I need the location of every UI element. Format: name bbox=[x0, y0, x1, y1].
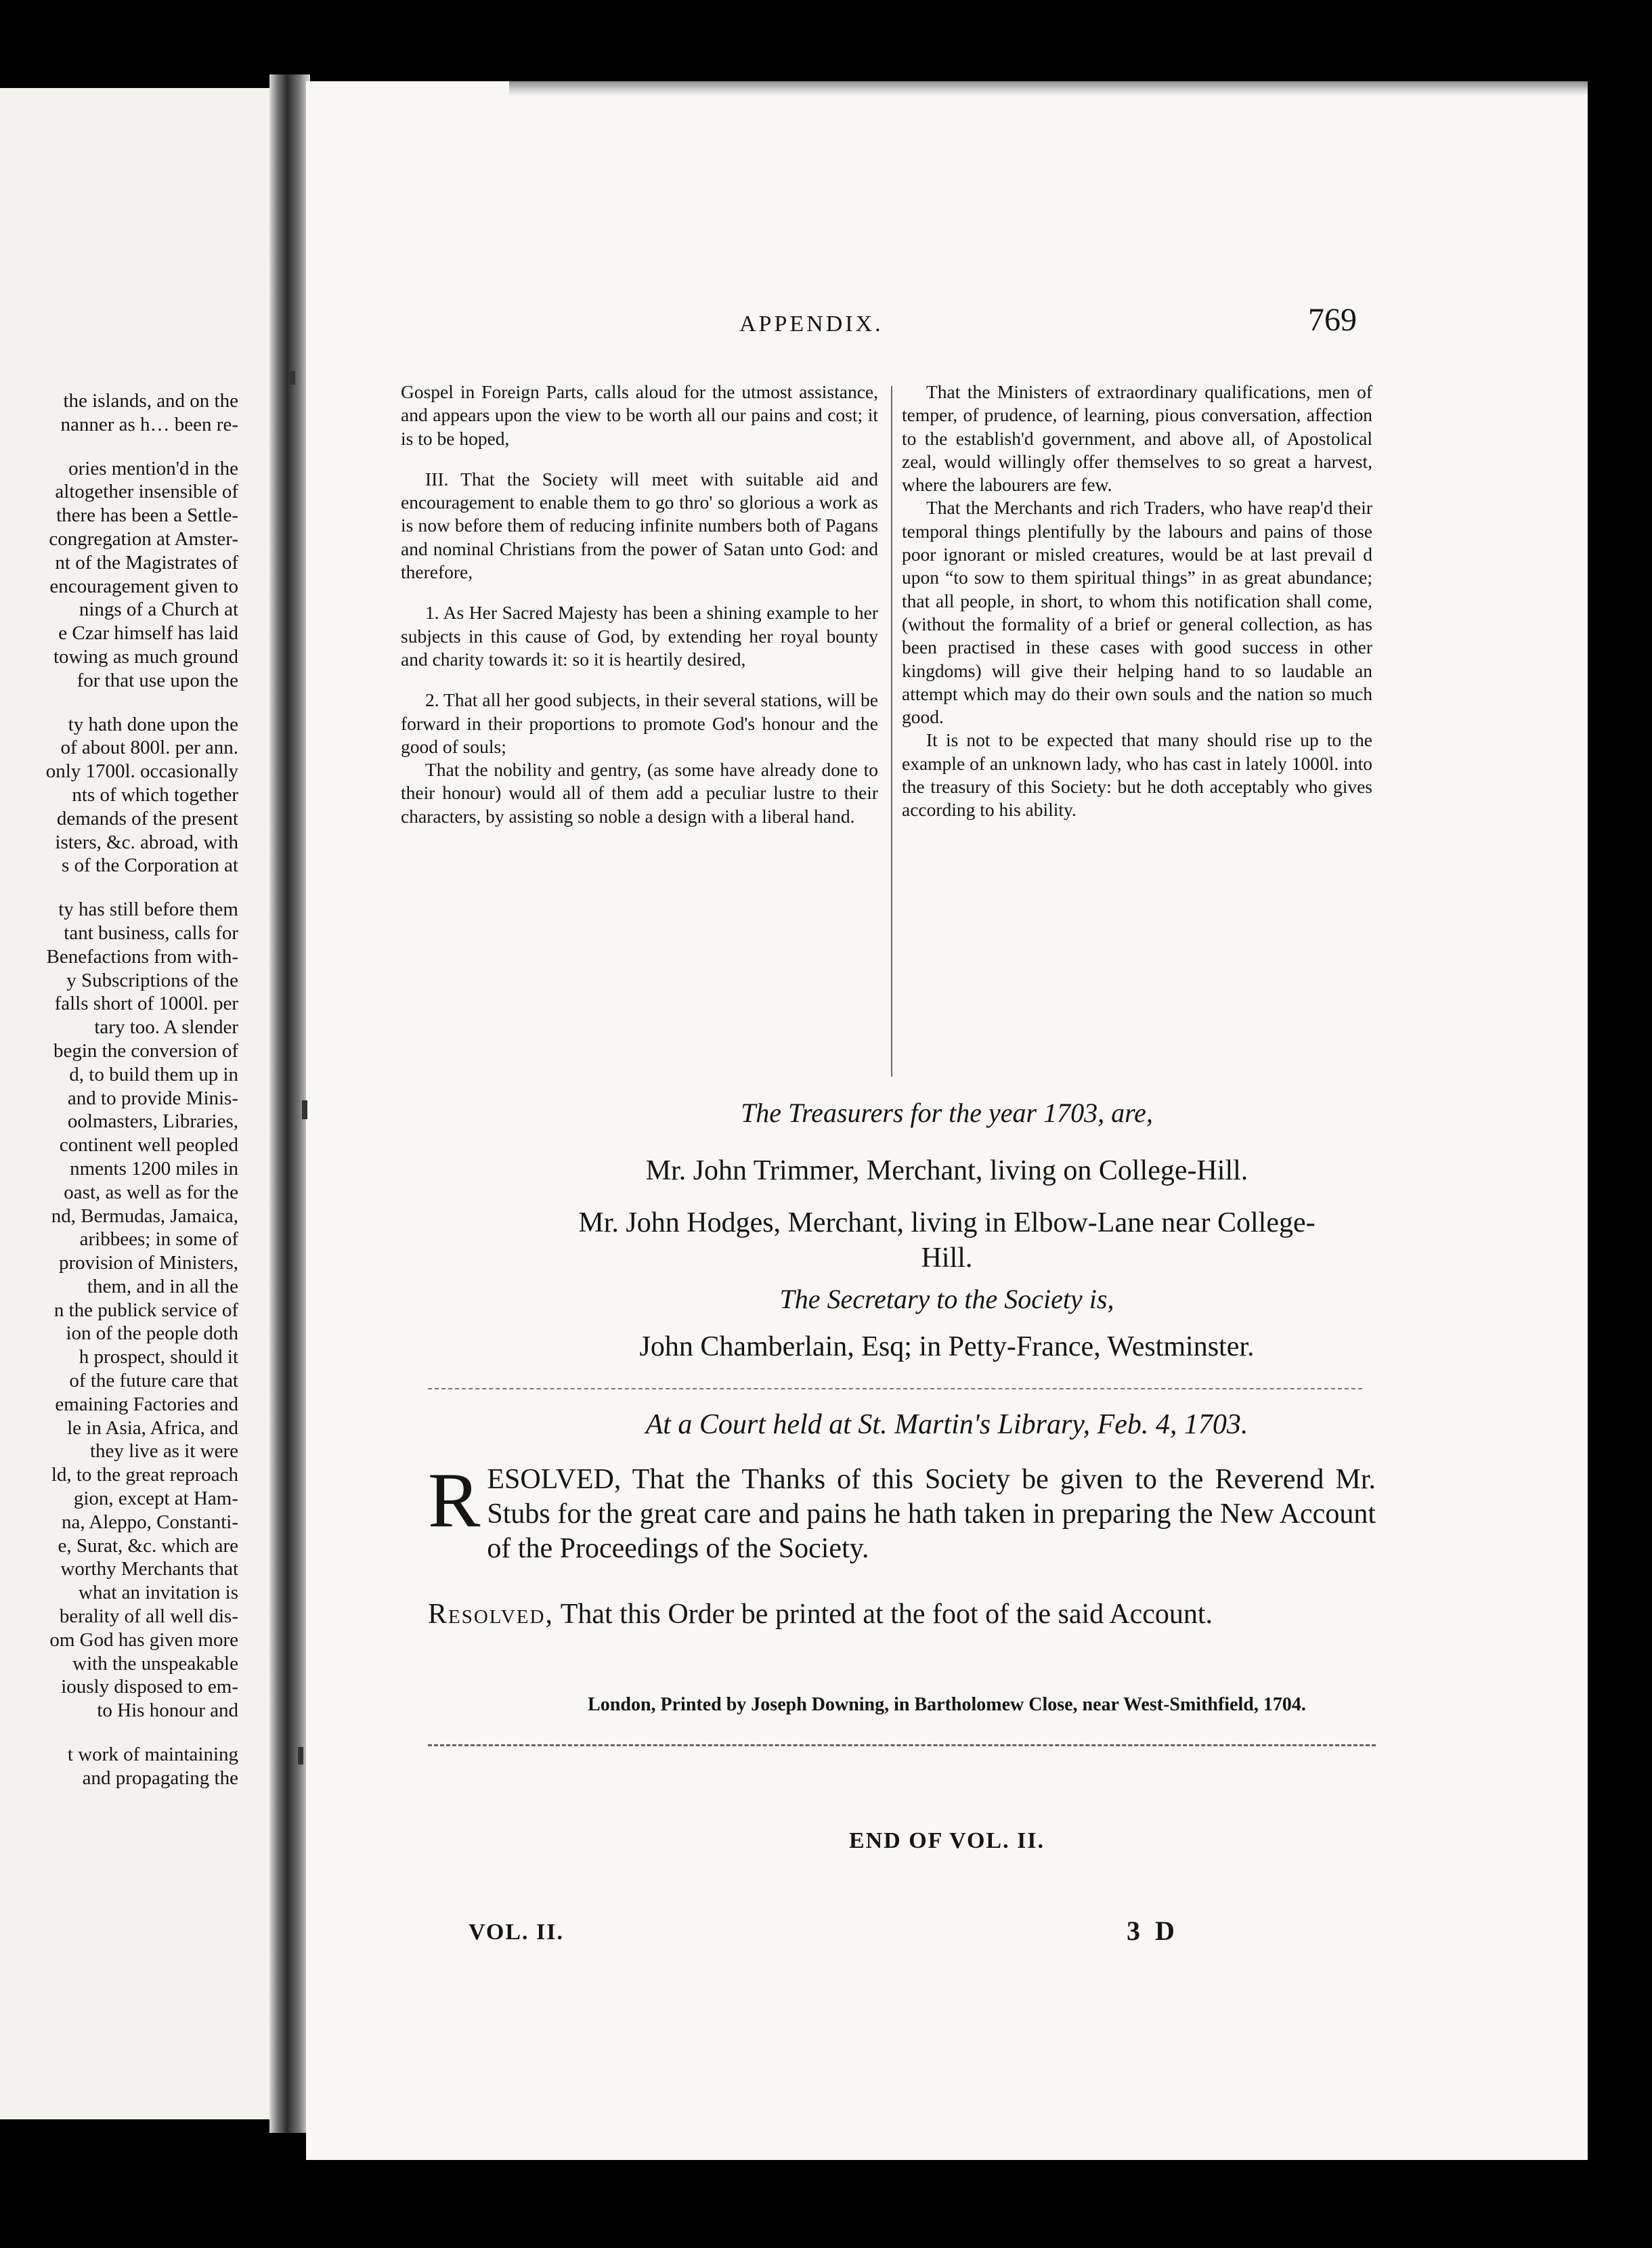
resolution-word: Resolved, bbox=[428, 1599, 554, 1630]
text-line: d, to build them up in bbox=[69, 1063, 238, 1085]
text-line bbox=[0, 437, 238, 457]
facing-page bbox=[0, 88, 269, 2119]
text-line: s of the Corporation at bbox=[62, 855, 238, 877]
paragraph: 1. As Her Sacred Majesty has been a shining example to her subjects in this cause of God, by extending her royal bounty and charity towards it: so it is heartily desired, bbox=[401, 602, 878, 670]
text-line: encouragement given to bbox=[49, 575, 238, 597]
left-column bbox=[401, 381, 878, 828]
text-line: y Subscriptions of the bbox=[66, 969, 238, 991]
text-line: tary too. A slender bbox=[94, 1016, 238, 1039]
text-line: h prospect, should it bbox=[79, 1346, 238, 1368]
text-line: for that use upon the bbox=[77, 669, 238, 691]
imprint: London, Printed by Joseph Downing, in Bartholomew Close, near West-Smithfield, 1704. bbox=[588, 1694, 1306, 1715]
facing-page-text bbox=[0, 389, 238, 1790]
treasurers-heading: The Treasurers for the year 1703, are, bbox=[741, 1098, 1153, 1128]
treasurer-entry: Mr. John Trimmer, Merchant, living on College-Hill. bbox=[645, 1155, 1248, 1186]
end-of-volume: END OF VOL. II. bbox=[848, 1828, 1045, 1853]
text-line: e Czar himself has laid bbox=[58, 622, 238, 645]
text-line: begin the conversion of bbox=[53, 1039, 238, 1062]
text-line: the islands, and on the bbox=[63, 390, 238, 412]
text-line: congregation at Amster- bbox=[49, 527, 238, 550]
text-line bbox=[0, 878, 238, 898]
text-line: what an invitation is bbox=[79, 1582, 238, 1604]
text-line: towing as much ground bbox=[53, 645, 238, 668]
text-line: le in Asia, Africa, and bbox=[67, 1417, 238, 1439]
paragraph: 2. That all her good subjects, in their several stations, will be forward in their proportions to promote God's honour and the good of souls; bbox=[401, 689, 878, 757]
resolution bbox=[428, 1598, 1376, 1630]
text-line: with the unspeakable bbox=[72, 1652, 238, 1674]
text-line: of the future care that bbox=[69, 1370, 238, 1392]
text-line: and propagating the bbox=[82, 1767, 238, 1789]
text-line: of about 800l. per ann. bbox=[60, 737, 238, 759]
text-line: nts of which together bbox=[72, 783, 238, 806]
text-line: emaining Factories and bbox=[55, 1393, 238, 1415]
paragraph: It is not to be expected that many should rise up to the example of an unknown lady, who has cast in lately 1000l. into the treasury of this Society: but he doth acceptably who gives according to his ability. bbox=[902, 729, 1372, 821]
text-line: there has been a Settle- bbox=[56, 504, 238, 527]
text-line: oolmasters, Libraries, bbox=[67, 1110, 238, 1133]
resolution-text: That this Order be printed at the foot of the said Account. bbox=[560, 1599, 1213, 1630]
text-line: gion, except at Ham- bbox=[73, 1488, 238, 1510]
text-line: e, Surat, &c. which are bbox=[58, 1534, 238, 1557]
running-head: APPENDIX. bbox=[739, 311, 884, 337]
text-line: nanner as h… been re- bbox=[60, 413, 238, 435]
text-line bbox=[0, 1723, 238, 1743]
text-line: oast, as well as for the bbox=[64, 1181, 238, 1203]
text-line: demands of the present bbox=[56, 807, 238, 829]
signature-mark: 3 D bbox=[1127, 1916, 1179, 1946]
text-line: isters, &c. abroad, with bbox=[55, 831, 238, 853]
binding-mark bbox=[290, 371, 295, 385]
text-line bbox=[0, 693, 238, 713]
treasurer-text: Mr. John Hodges, Merchant, living in Elbow-Lane near College-Hill. bbox=[578, 1207, 1316, 1274]
text-line: and to provide Minis- bbox=[67, 1087, 238, 1109]
drop-cap: R bbox=[428, 1457, 481, 1544]
text-line: them, and in all the bbox=[87, 1275, 238, 1297]
resolution bbox=[428, 1457, 1376, 1566]
paragraph: That the Merchants and rich Traders, who have reap'd their temporal things plentifully by the labours and pains of those poor ignorant or misled creatures, would be at last prevail d upon “to sow to them spiritual things” in as great abundance; that all people, in short, to whom this notification shall come, (without the formality of a brief or general collection, as has been practised in these cases with good success in other kingdoms) will give their helping hand to so laudable an attempt which may do their own souls and the nation so much good. bbox=[902, 497, 1372, 728]
page-top-edge bbox=[509, 81, 1588, 96]
text-line: nd, Bermudas, Jamaica, bbox=[51, 1205, 238, 1227]
paragraph: Gospel in Foreign Parts, calls aloud for the utmost assistance, and appears upon the view to be worth all our pains and cost; it is to be hoped, bbox=[401, 381, 878, 449]
text-line: nings of a Church at bbox=[79, 599, 238, 621]
resolution-text: ESOLVED, That the Thanks of this Society be given to the Reverend Mr. Stubs for the great care and pains he hath taken in preparing the New Account of the Proceedings of the Society. bbox=[487, 1464, 1376, 1564]
divider bbox=[428, 1388, 1362, 1389]
text-line: tant business, calls for bbox=[64, 922, 238, 944]
text-line: falls short of 1000l. per bbox=[54, 993, 238, 1015]
text-line: provision of Ministers, bbox=[58, 1252, 238, 1274]
text-line: om God has given more bbox=[49, 1628, 238, 1651]
divider bbox=[428, 1744, 1376, 1746]
text-line: nments 1200 miles in bbox=[70, 1157, 238, 1180]
paragraph: III. That the Society will meet with suitable aid and encouragement to enable them to go thro' so glorious a work as is now before them of reducing infinite numbers both of Pagans and nominal Christians from the power of Satan unto God: and therefore, bbox=[401, 468, 878, 583]
text-line: berality of all well dis- bbox=[59, 1605, 238, 1628]
text-line: Benefactions from with- bbox=[46, 945, 238, 968]
column-rule bbox=[891, 386, 892, 1077]
paragraph: That the nobility and gentry, (as some have already done to their honour) would all of them add a peculiar lustre to their characters, by assisting so noble a design with a liberal hand. bbox=[401, 759, 878, 827]
text-line: worthy Merchants that bbox=[60, 1558, 238, 1580]
page-number: 769 bbox=[1308, 302, 1357, 338]
text-line: iously disposed to em- bbox=[61, 1676, 238, 1698]
text-line: nt of the Magistrates of bbox=[55, 551, 238, 574]
text-line: na, Aleppo, Constanti- bbox=[62, 1511, 238, 1533]
text-line: ld, to the great reproach bbox=[51, 1464, 238, 1486]
secretary-heading: The Secretary to the Society is, bbox=[779, 1284, 1114, 1314]
text-line: ty hath done upon the bbox=[68, 713, 238, 735]
text-line: aribbees; in some of bbox=[79, 1228, 238, 1251]
text-line: ion of the people doth bbox=[66, 1322, 238, 1345]
text-line: n the publick service of bbox=[53, 1299, 238, 1321]
binding-mark bbox=[298, 1747, 303, 1765]
text-line: only 1700l. occasionally bbox=[45, 760, 238, 783]
text-line: altogether insensible of bbox=[55, 481, 238, 503]
treasurer-entry bbox=[306, 1205, 1588, 1276]
right-column bbox=[902, 381, 1372, 822]
paragraph: That the Ministers of extraordinary qualifications, men of temper, of prudence, of learning, pious conversation, affection to the establish'd government, and above all, of Apostolical zeal, would willingly offer themselves to so great a harvest, where the labourers are few. bbox=[902, 381, 1372, 496]
binding-mark bbox=[302, 1100, 307, 1119]
book-page bbox=[306, 81, 1588, 2160]
volume-label: VOL. II. bbox=[469, 1920, 564, 1945]
text-line: they live as it were bbox=[89, 1440, 238, 1463]
text-line: ories mention'd in the bbox=[68, 457, 238, 479]
text-line: to His honour and bbox=[97, 1700, 238, 1722]
text-line: t work of maintaining bbox=[67, 1744, 238, 1766]
court-heading: At a Court held at St. Martin's Library, Feb. 4, 1703. bbox=[645, 1409, 1248, 1440]
secretary-entry: John Chamberlain, Esq; in Petty-France, Westminster. bbox=[639, 1331, 1255, 1362]
text-line: ty has still before them bbox=[58, 899, 238, 921]
text-line: continent well peopled bbox=[59, 1134, 238, 1157]
